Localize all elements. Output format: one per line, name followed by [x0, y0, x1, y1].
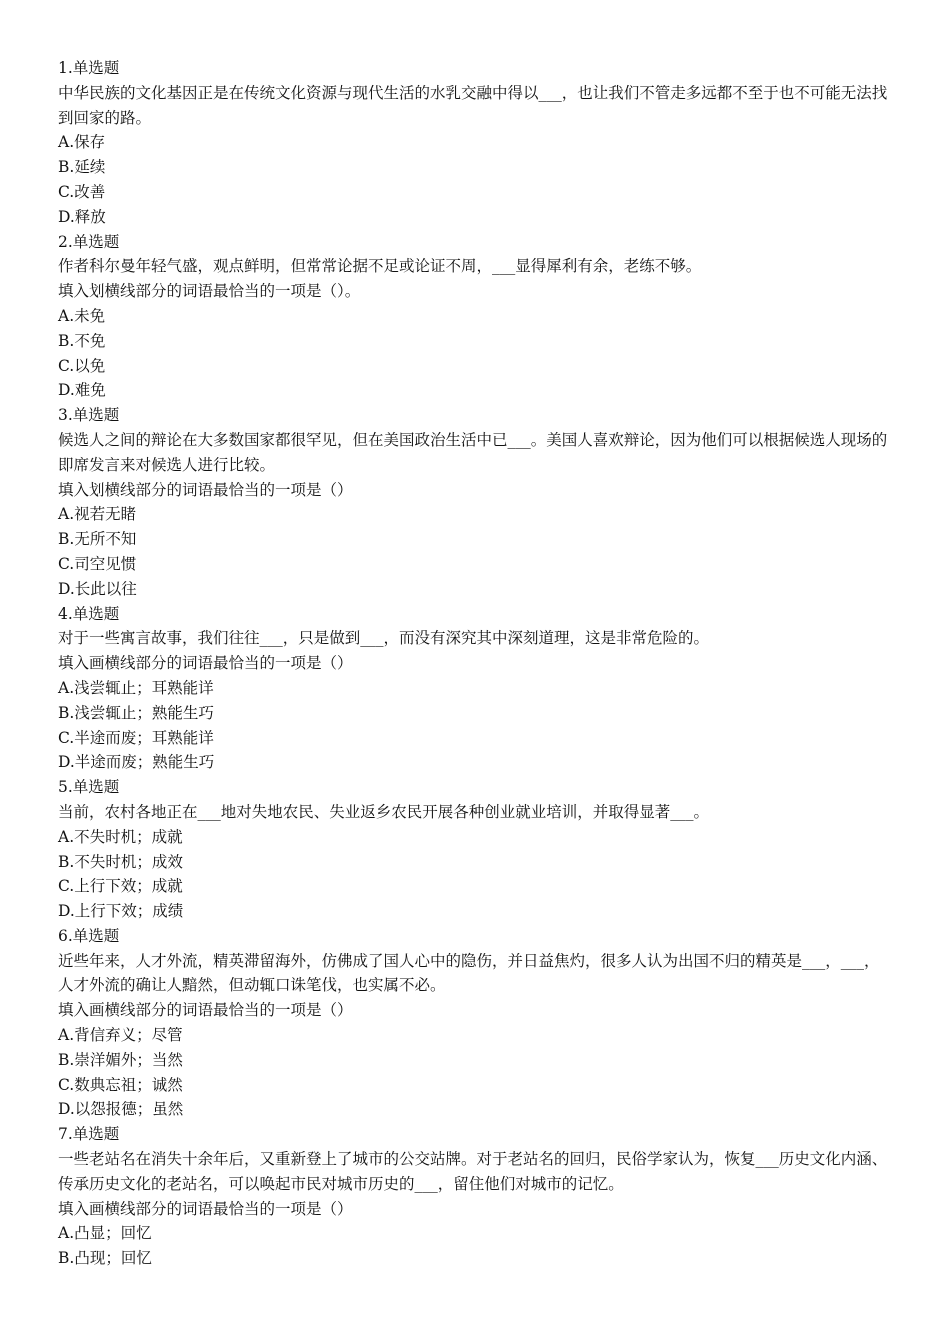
option: A.浅尝辄止；耳熟能详	[58, 678, 214, 697]
question-header: 6.单选题	[58, 926, 120, 945]
option: D.长此以往	[58, 579, 137, 598]
option: A.不失时机；成就	[58, 827, 183, 846]
question-stem: 对于一些寓言故事，我们往往___，只是做到___，而没有深究其中深刻道理，这是非常危险的。	[58, 629, 710, 648]
document-body	[58, 56, 888, 1271]
option: A.背信弃义；尽管	[58, 1026, 183, 1045]
option: C.上行下效；成就	[58, 877, 183, 896]
option: B.延续	[58, 158, 106, 177]
option: C.半途而废；耳熟能详	[58, 728, 214, 747]
option: A.视若无睹	[58, 505, 137, 524]
option: B.浅尝辄止；熟能生巧	[58, 703, 214, 722]
option: B.凸现；回忆	[58, 1249, 152, 1268]
question-instruction: 填入画横线部分的词语最恰当的一项是（）	[58, 1199, 353, 1218]
option: D.上行下效；成绩	[58, 902, 184, 921]
question-header: 3.单选题	[58, 406, 120, 425]
option: A.未免	[58, 306, 106, 325]
option: C.改善	[58, 182, 106, 201]
question-stem: 近些年来，人才外流，精英滞留海外，仿佛成了国人心中的隐伤，并日益焦灼，很多人认为出国不归的精英是___，___，人才外流的确让人黯然，但动辄口诛笔伐，也实属不必。	[58, 951, 880, 995]
question-stem: 中华民族的文化基因正是在传统文化资源与现代生活的水乳交融中得以___，也让我们不管走多远都不至于也不可能无法找到回家的路。	[58, 83, 888, 127]
option: B.崇洋媚外；当然	[58, 1050, 183, 1069]
option: A.凸显；回忆	[58, 1224, 152, 1243]
option: A.保存	[58, 133, 106, 152]
option: D.半途而废；熟能生巧	[58, 753, 215, 772]
question-instruction: 填入划横线部分的词语最恰当的一项是（）	[58, 480, 353, 499]
option: C.数典忘祖；诚然	[58, 1075, 183, 1094]
question-stem: 候选人之间的辩论在大多数国家都很罕见，但在美国政治生活中已___。美国人喜欢辩论，因为他们可以根据候选人现场的即席发言来对候选人进行比较。	[58, 430, 888, 474]
option: B.不失时机；成效	[58, 852, 183, 871]
question-header: 2.单选题	[58, 232, 120, 251]
question-header: 7.单选题	[58, 1125, 120, 1144]
question-stem: 一些老站名在消失十余年后，又重新登上了城市的公交站牌。对于老站名的回归，民俗学家认为，恢复___历史文化内涵、传承历史文化的老站名，可以唤起市民对城市历史的___，留住他们对城市的记忆。	[58, 1150, 888, 1193]
option: B.无所不知	[58, 530, 137, 549]
question-header: 5.单选题	[58, 778, 120, 797]
option: B.不免	[58, 331, 106, 350]
option: D.以怨报德；虽然	[58, 1100, 184, 1119]
question-instruction: 填入划横线部分的词语最恰当的一项是（）。	[58, 282, 361, 301]
question-instruction: 填入画横线部分的词语最恰当的一项是（）	[58, 1001, 353, 1020]
question-instruction: 填入画横线部分的词语最恰当的一项是（）	[58, 654, 353, 673]
option: D.释放	[58, 207, 106, 226]
option: C.以免	[58, 356, 106, 375]
question-header: 1.单选题	[58, 59, 120, 77]
option: C.司空见惯	[58, 554, 137, 573]
question-stem: 作者科尔曼年轻气盛，观点鲜明，但常常论据不足或论证不周，___显得犀利有余，老练不够。	[58, 257, 702, 276]
question-stem: 当前，农村各地正在___地对失地农民、失业返乡农民开展各种创业就业培训，并取得显著___。	[58, 802, 710, 821]
option: D.难免	[58, 381, 106, 400]
question-header: 4.单选题	[58, 604, 120, 623]
